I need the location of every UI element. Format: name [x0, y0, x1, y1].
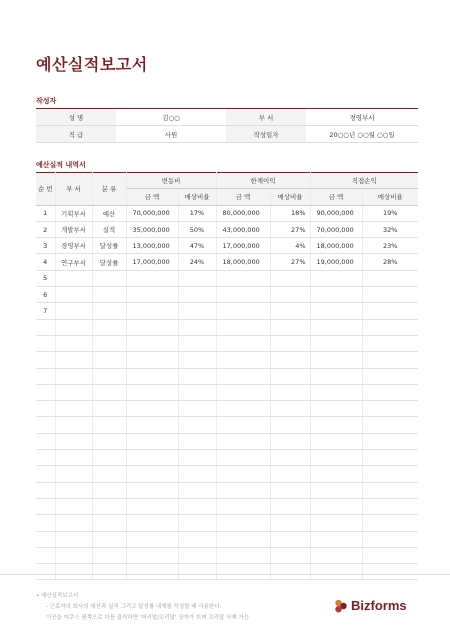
- table-cell: [270, 564, 310, 580]
- table-cell: [55, 564, 92, 580]
- budget-table: [36, 172, 418, 580]
- author-field-label: 성 명: [36, 109, 116, 126]
- table-cell: [216, 303, 270, 319]
- table-row-empty: [36, 433, 418, 449]
- table-cell: 달성률: [92, 238, 126, 254]
- table-cell: [92, 564, 126, 580]
- footer-divider: [0, 574, 450, 575]
- table-cell: [362, 319, 418, 335]
- table-cell: [126, 433, 178, 449]
- table-cell: [362, 466, 418, 482]
- table-cell: 24%: [178, 254, 216, 270]
- table-cell: [36, 466, 55, 482]
- table-cell: 4: [36, 254, 55, 270]
- table-cell: [92, 482, 126, 498]
- table-cell: [270, 450, 310, 466]
- table-cell: [362, 303, 418, 319]
- table-cell: [178, 498, 216, 514]
- table-cell: [270, 547, 310, 563]
- table-cell: [36, 335, 55, 351]
- footer-note-title: • 예산실적보고서: [36, 593, 79, 599]
- table-cell: [92, 319, 126, 335]
- table-cell: [270, 368, 310, 384]
- sub-header-amount: 금 액: [126, 189, 178, 205]
- table-cell: [310, 401, 362, 417]
- table-cell: [178, 547, 216, 563]
- table-cell: 달성률: [92, 254, 126, 270]
- table-cell: [92, 531, 126, 547]
- table-cell: [362, 384, 418, 400]
- author-field-label: 부 서: [226, 109, 306, 126]
- table-cell: [178, 466, 216, 482]
- table-cell: [55, 482, 92, 498]
- table-cell: [270, 498, 310, 514]
- table-cell: [55, 287, 92, 303]
- table-cell: 4%: [270, 238, 310, 254]
- table-cell: 50%: [178, 221, 216, 237]
- table-cell: [362, 498, 418, 514]
- table-cell: [92, 417, 126, 433]
- table-cell: 1: [36, 205, 55, 221]
- table-row: [36, 205, 418, 221]
- table-cell: [126, 401, 178, 417]
- brand-name: Bizforms: [351, 598, 407, 613]
- table-cell: [126, 515, 178, 531]
- table-cell: [310, 466, 362, 482]
- table-cell: [36, 564, 55, 580]
- table-cell: [216, 368, 270, 384]
- col-header-category: 분 류: [92, 173, 126, 206]
- table-cell: [92, 303, 126, 319]
- table-cell: 19,000,000: [310, 254, 362, 270]
- table-cell: [55, 417, 92, 433]
- table-cell: [216, 270, 270, 286]
- table-cell: 35,000,000: [126, 221, 178, 237]
- table-cell: [55, 401, 92, 417]
- table-cell: [55, 335, 92, 351]
- table-cell: [55, 433, 92, 449]
- table-cell: 실적: [92, 221, 126, 237]
- table-cell: [310, 335, 362, 351]
- table-cell: [92, 433, 126, 449]
- table-cell: [92, 547, 126, 563]
- table-row-empty: [36, 384, 418, 400]
- sub-header-amount: 금 액: [310, 189, 362, 205]
- table-cell: [216, 319, 270, 335]
- table-cell: [310, 450, 362, 466]
- table-cell: [92, 515, 126, 531]
- table-row-empty: [36, 531, 418, 547]
- table-cell: [216, 482, 270, 498]
- table-cell: [36, 433, 55, 449]
- table-cell: [92, 401, 126, 417]
- table-row: [36, 270, 418, 286]
- table-cell: [310, 531, 362, 547]
- table-cell: [126, 466, 178, 482]
- table-cell: [270, 335, 310, 351]
- table-cell: [362, 482, 418, 498]
- table-row-empty: [36, 482, 418, 498]
- table-cell: [178, 368, 216, 384]
- table-cell: [55, 303, 92, 319]
- sub-header-ratio: 매상비율: [362, 189, 418, 205]
- table-cell: 7: [36, 303, 55, 319]
- table-cell: [216, 433, 270, 449]
- table-row-empty: [36, 352, 418, 368]
- table-cell: [178, 384, 216, 400]
- table-row-empty: [36, 564, 418, 580]
- table-row: [36, 287, 418, 303]
- table-cell: [362, 531, 418, 547]
- table-cell: [362, 335, 418, 351]
- footer-note-line: - 근로자의 회사의 예산과 실적 그리고 달성률 내계를 작성할 때 사용한다.: [46, 604, 222, 610]
- col-header-variable-cost: 변동비: [126, 173, 216, 189]
- table-cell: [216, 335, 270, 351]
- table-cell: [178, 319, 216, 335]
- table-cell: [92, 270, 126, 286]
- table-cell: 6: [36, 287, 55, 303]
- table-cell: [270, 401, 310, 417]
- table-cell: [36, 482, 55, 498]
- table-cell: [270, 515, 310, 531]
- table-cell: [92, 352, 126, 368]
- table-cell: [178, 433, 216, 449]
- table-cell: [36, 384, 55, 400]
- budget-section-heading: 예산실적 내역서: [36, 161, 86, 169]
- table-cell: [178, 482, 216, 498]
- table-cell: [310, 384, 362, 400]
- table-cell: [178, 531, 216, 547]
- document-title: 예산실적보고서: [36, 55, 148, 74]
- table-cell: [92, 287, 126, 303]
- table-cell: 90,000,000: [310, 205, 362, 221]
- table-row-empty: [36, 498, 418, 514]
- table-cell: 70,000,000: [126, 205, 178, 221]
- footer-note-line: 이곳을 미쿠스 뭔쪽으로 다음 클릭하면 '머리말/꼬리말' 상자가 뜨며 꼬리말 삭제 가능: [46, 615, 250, 621]
- table-cell: [126, 531, 178, 547]
- table-row-empty: [36, 450, 418, 466]
- table-row-empty: [36, 515, 418, 531]
- table-cell: 18,000,000: [310, 238, 362, 254]
- table-cell: [178, 450, 216, 466]
- table-cell: [310, 433, 362, 449]
- table-cell: [310, 564, 362, 580]
- table-cell: [55, 498, 92, 514]
- col-header-marginal-profit: 한계이익: [216, 173, 310, 189]
- brand-logo: [334, 598, 407, 613]
- table-cell: [126, 384, 178, 400]
- table-cell: 80,000,000: [216, 205, 270, 221]
- table-cell: 18,000,000: [216, 254, 270, 270]
- table-cell: [362, 352, 418, 368]
- table-cell: [126, 564, 178, 580]
- table-cell: 17%: [178, 205, 216, 221]
- table-cell: [362, 450, 418, 466]
- table-cell: [126, 450, 178, 466]
- author-field-value: 경영부서: [306, 109, 418, 126]
- author-row: [36, 109, 418, 126]
- table-cell: [270, 384, 310, 400]
- table-row: [36, 221, 418, 237]
- table-row: [36, 254, 418, 270]
- author-field-value: 사원: [116, 126, 226, 143]
- table-cell: [55, 352, 92, 368]
- table-cell: [310, 498, 362, 514]
- table-cell: [36, 547, 55, 563]
- table-cell: [362, 368, 418, 384]
- table-cell: 17,000,000: [126, 254, 178, 270]
- author-section-heading: 작성자: [36, 97, 57, 105]
- table-cell: [92, 450, 126, 466]
- table-cell: [178, 401, 216, 417]
- table-cell: 32%: [362, 221, 418, 237]
- table-cell: 28%: [362, 254, 418, 270]
- table-cell: 2: [36, 221, 55, 237]
- author-field-value: 김○○: [116, 109, 226, 126]
- table-cell: [126, 335, 178, 351]
- table-cell: [36, 515, 55, 531]
- table-cell: [270, 352, 310, 368]
- table-cell: [178, 564, 216, 580]
- table-cell: [362, 417, 418, 433]
- table-cell: [216, 417, 270, 433]
- col-header-dept: 부 서: [55, 173, 92, 206]
- table-cell: [270, 433, 310, 449]
- table-cell: [55, 319, 92, 335]
- table-cell: [92, 466, 126, 482]
- table-cell: 기획부서: [55, 205, 92, 221]
- table-cell: [362, 564, 418, 580]
- table-cell: [310, 547, 362, 563]
- author-field-label: 작성일자: [226, 126, 306, 143]
- table-cell: [126, 270, 178, 286]
- table-cell: 개발부서: [55, 221, 92, 237]
- table-row-empty: [36, 401, 418, 417]
- table-cell: [362, 270, 418, 286]
- table-cell: [55, 466, 92, 482]
- table-cell: [126, 352, 178, 368]
- table-row: [36, 303, 418, 319]
- table-cell: [310, 515, 362, 531]
- table-cell: [310, 303, 362, 319]
- table-cell: 70,000,000: [310, 221, 362, 237]
- table-cell: [216, 547, 270, 563]
- table-cell: 27%: [270, 221, 310, 237]
- table-cell: [178, 515, 216, 531]
- table-cell: [178, 287, 216, 303]
- budget-header-row-top: [36, 173, 418, 189]
- table-cell: [310, 368, 362, 384]
- table-cell: [92, 335, 126, 351]
- table-cell: [55, 384, 92, 400]
- table-cell: [270, 466, 310, 482]
- table-cell: [270, 270, 310, 286]
- col-header-no: 순 번: [36, 173, 55, 206]
- table-cell: [36, 352, 55, 368]
- table-cell: [126, 303, 178, 319]
- table-cell: [126, 287, 178, 303]
- table-cell: 19%: [362, 205, 418, 221]
- sub-header-ratio: 매상비율: [270, 189, 310, 205]
- table-cell: [36, 319, 55, 335]
- table-cell: [55, 450, 92, 466]
- table-cell: 예산: [92, 205, 126, 221]
- bizforms-logo-icon: [334, 599, 348, 613]
- table-cell: [36, 401, 55, 417]
- table-cell: [178, 352, 216, 368]
- table-cell: 18%: [270, 205, 310, 221]
- table-cell: [216, 401, 270, 417]
- table-cell: [216, 466, 270, 482]
- author-field-value: 20○○년 ○○월 ○○일: [306, 126, 418, 143]
- table-cell: [216, 384, 270, 400]
- sub-header-amount: 금 액: [216, 189, 270, 205]
- table-row-empty: [36, 547, 418, 563]
- table-cell: [362, 547, 418, 563]
- table-cell: [310, 352, 362, 368]
- table-cell: [92, 368, 126, 384]
- table-cell: [362, 515, 418, 531]
- table-cell: [55, 547, 92, 563]
- table-cell: [126, 368, 178, 384]
- table-cell: 경영부서: [55, 238, 92, 254]
- sub-header-ratio: 매상비율: [178, 189, 216, 205]
- col-header-direct-profit: 직접손익: [310, 173, 418, 189]
- table-cell: [310, 270, 362, 286]
- table-cell: [36, 417, 55, 433]
- table-cell: [216, 450, 270, 466]
- table-cell: [216, 352, 270, 368]
- table-row-empty: [36, 335, 418, 351]
- table-cell: 5: [36, 270, 55, 286]
- table-cell: [126, 547, 178, 563]
- table-cell: [216, 498, 270, 514]
- table-cell: [36, 531, 55, 547]
- table-cell: [310, 287, 362, 303]
- table-cell: [55, 531, 92, 547]
- table-cell: [36, 368, 55, 384]
- table-cell: [178, 335, 216, 351]
- table-cell: [126, 319, 178, 335]
- table-cell: [270, 319, 310, 335]
- table-cell: [55, 368, 92, 384]
- author-field-label: 직 급: [36, 126, 116, 143]
- author-table: [36, 108, 418, 143]
- table-cell: [126, 482, 178, 498]
- table-cell: 23%: [362, 238, 418, 254]
- table-cell: 27%: [270, 254, 310, 270]
- table-cell: 연구부서: [55, 254, 92, 270]
- table-cell: 47%: [178, 238, 216, 254]
- table-cell: [36, 450, 55, 466]
- table-cell: [310, 319, 362, 335]
- table-cell: [126, 498, 178, 514]
- table-cell: [36, 498, 55, 514]
- table-cell: [92, 498, 126, 514]
- table-cell: 43,000,000: [216, 221, 270, 237]
- table-row-empty: [36, 417, 418, 433]
- table-cell: [178, 303, 216, 319]
- table-cell: [270, 531, 310, 547]
- table-cell: [178, 270, 216, 286]
- table-cell: 17,000,000: [216, 238, 270, 254]
- table-row: [36, 238, 418, 254]
- table-cell: [216, 287, 270, 303]
- table-cell: [270, 417, 310, 433]
- table-cell: [216, 531, 270, 547]
- table-cell: [216, 564, 270, 580]
- table-cell: 3: [36, 238, 55, 254]
- table-cell: 13,000,000: [126, 238, 178, 254]
- table-cell: [178, 417, 216, 433]
- table-cell: [362, 287, 418, 303]
- table-cell: [216, 515, 270, 531]
- table-cell: [270, 303, 310, 319]
- table-cell: [55, 270, 92, 286]
- table-cell: [362, 433, 418, 449]
- table-cell: [310, 417, 362, 433]
- table-cell: [270, 287, 310, 303]
- table-cell: [126, 417, 178, 433]
- table-cell: [92, 384, 126, 400]
- table-row-empty: [36, 319, 418, 335]
- table-cell: [310, 482, 362, 498]
- table-row-empty: [36, 368, 418, 384]
- table-row-empty: [36, 466, 418, 482]
- table-cell: [55, 515, 92, 531]
- author-row: [36, 126, 418, 143]
- table-cell: [362, 401, 418, 417]
- table-cell: [270, 482, 310, 498]
